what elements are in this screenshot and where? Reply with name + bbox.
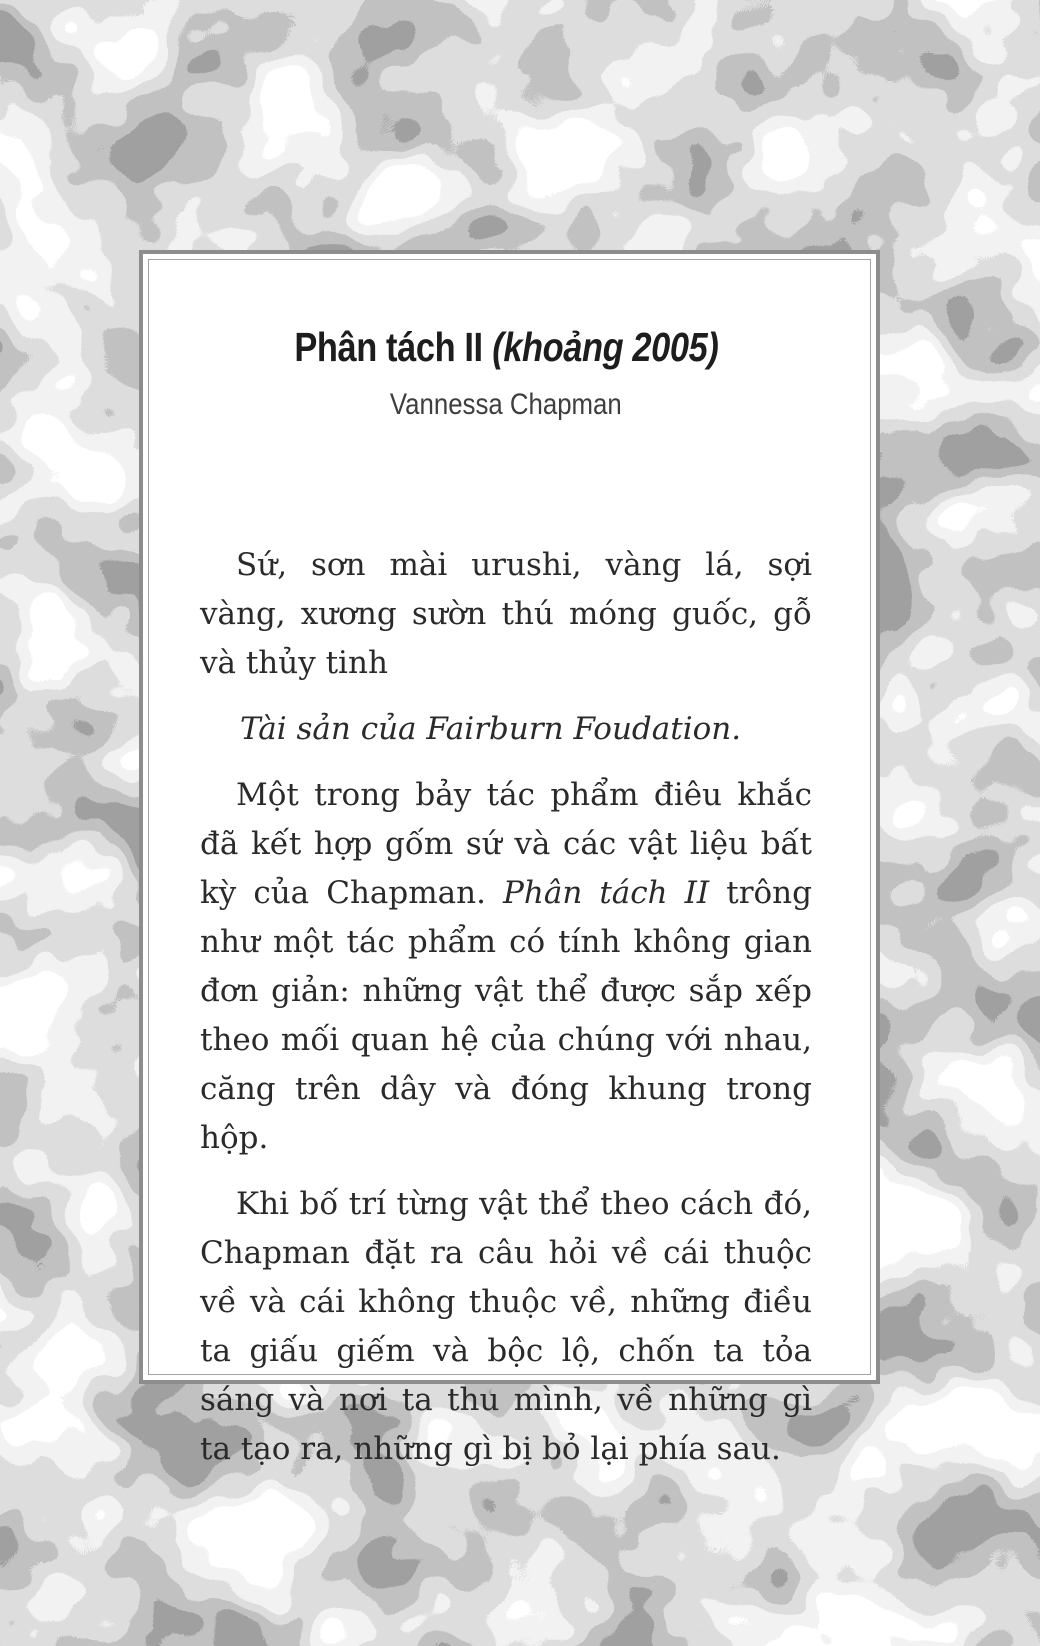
description-paragraph-2: Khi bố trí từng vật thể theo cách đó, Chapman đặt ra câu hỏi về cái thuộc về và cái không thuộc về, những điều ta giấu giếm và bộc lộ, chốn ta tỏa sáng và nơi ta thu mình, về những gì ta tạo ra, những gì bị bỏ lại phía sau. [200,1186,812,1468]
description-paragraph-1 [200,771,812,1163]
content-frame-inner-border [148,259,871,1468]
artwork-title-year: (khoảng 2005) [491,324,719,370]
artwork-header [200,324,812,423]
description-text-after: trông như một tác phẩm có tính không gian đơn giản: những vật thể được sắp xếp theo mối quan hệ của chúng với nhau, căng trên dây và đóng khung trong hộp. [200,875,812,1157]
content-frame [139,250,880,1468]
materials-paragraph: Sứ, sơn mài urushi, vàng lá, sợi vàng, xương sườn thú móng guốc, gỗ và thủy tinh [200,547,812,682]
artist-name [200,387,812,423]
artwork-name-reference: Phân tách II [503,875,710,912]
provenance-line: Tài sản của Fairburn Foudation. [240,711,742,748]
artwork-title [200,324,812,371]
artwork-title-name: Phân tách II [293,324,483,370]
description-text-before: Một trong bảy tác phẩm điêu khắc đã kết hợp gốm sứ và các vật liệu bất kỳ của Chapman. [200,777,812,912]
artist-name-text: Vannessa Chapman [390,388,622,422]
